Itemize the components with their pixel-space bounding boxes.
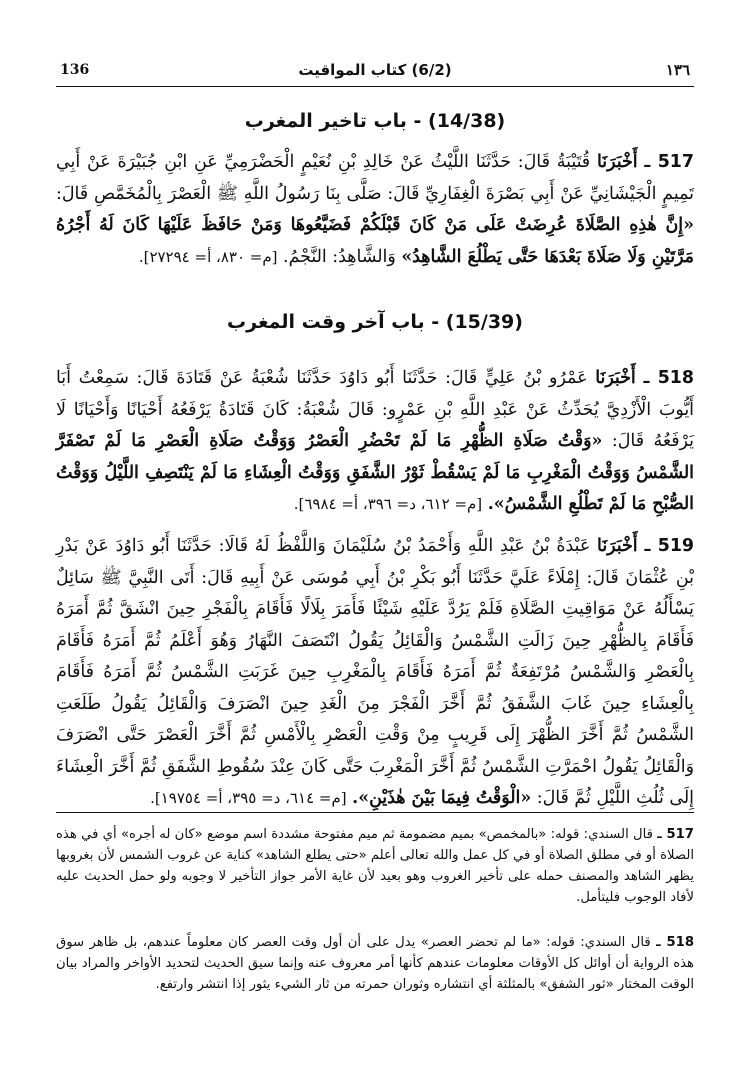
hadith-tail: وَالشَّاهِدُ: النَّجْمُ. [283,246,396,267]
chapter-title: (15/39) - باب آخر وقت المغرب [227,311,523,333]
hadith-intro: أَخْبَرَنَا [596,152,638,172]
chapter-title: (14/38) - باب تاخير المغرب [244,110,506,132]
footnote-divider [56,812,694,813]
hadith-quote: «إِنَّ هٰذِهِ الصَّلَاةَ عُرِضَتْ عَلَى مَنْ كَانَ قَبْلَكُمْ فَضَيَّعُوهَا وَمَنْ حَافَظَ عَلَيْهَا كَانَ لَهُ أَجْرُهُ مَرَّتَيْنِ وَلَا صَلَاةَ بَعْدَهَا حَتَّى يَطْلُعَ الشَّاهِدُ» [56,215,694,267]
hadith-number: 518 ـ [643,368,694,388]
footnote-text: قوله: «ما لم تحضر العصر» يدل على أن أول وقت العصر كان معلوماً عندهم، بل ظاهر سوق هذه الرواية أن أوائل كل الأوقات معلومات عندهم كأنها أمر معروف عنه وإنما سيق الحديث لتحديد الأواخر والمراد بيان الوقت المختار «ثور الشفق» بالمثلثة أي انتشاره وثوران حمرته من ثار الشيء يثور إذا انتشر وارتفع. [56,935,694,992]
footnote-518 [56,932,694,995]
page-number-latin: 136 [60,62,90,78]
hadith-text: عَبْدَةُ بْنُ عَبْدِ اللَّهِ وَأَحْمَدُ بْنُ سُلَيْمَانَ وَاللَّفْظُ لَهُ قَالَا: حَدَّثَنَا أَبُو دَاوُدَ عَنْ بَدْرِ بْنِ عُثْمَانَ قَالَ: إِمْلَاءً عَلَيَّ حَدَّثَنَا أَبُو بَكْرِ بْنُ أَبِي مُوسَى عَنْ أَبِيهِ قَالَ: أَتَى النَّبِيَّ ﷺ سَائِلٌ يَسْأَلُهُ عَنْ مَوَاقِيتِ الصَّلَاةِ فَلَمْ يَرُدَّ عَلَيْهِ شَيْئًا فَأَمَرَ بِلَالًا فَأَقَامَ بِالْفَجْرِ حِينَ انْشَقَّ ثُمَّ أَمَرَهُ فَأَقَامَ بِالظُّهْرِ حِينَ زَالَتِ الشَّمْسُ وَالْقَائِلُ يَقُولُ انْتَصَفَ النَّهَارُ وَهُوَ أَعْلَمُ ثُمَّ أَمَرَهُ فَأَقَامَ بِالْعَصْرِ وَالشَّمْسُ مُرْتَفِعَةٌ ثُمَّ أَمَرَهُ فَأَقَامَ بِالْمَغْرِبِ حِينَ غَرَبَتِ الشَّمْسُ ثُمَّ أَمَرَهُ فَأَقَامَ بِالْعِشَاءِ حِينَ غَابَ الشَّفَقُ ثُمَّ أَخَّرَ الْفَجْرَ مِنَ الْغَدِ حِينَ انْصَرَفَ وَالْقَائِلُ يَقُولُ طَلَعَتِ الشَّمْسُ ثُمَّ أَخَّرَ الظُّهْرَ إِلَى قَرِيبٍ مِنْ وَقْتِ الْعَصْرِ بِالْأَمْسِ ثُمَّ أَخَّرَ الْعَصْرَ حَتَّى انْصَرَفَ وَالْقَائِلُ يَقُولُ احْمَرَّتِ الشَّمْسُ ثُمَّ أَخَّرَ الْمَغْرِبَ حَتَّى كَانَ عِنْدَ سُقُوطِ الشَّفَقِ ثُمَّ أَخَّرَ الْعِشَاءَ إِلَى ثُلُثِ اللَّيْلِ ثُمَّ قَالَ: [56,536,694,808]
hadith-reference: [م= ٦١٤، د= ٣٩٥، أ= ١٩٧٥٤]. [150,789,347,807]
hadith-text: عَمْرُو بْنُ عَلِيٍّ قَالَ: حَدَّثَنَا أَبُو دَاوُدَ حَدَّثَنَا شُعْبَةُ عَنْ قَتَادَةَ قَالَ: سَمِعْتُ أَبَا أَيُّوبَ الْأَزْدِيَّ يُحَدِّثُ عَنْ عَبْدِ اللَّهِ بْنِ عَمْرٍو: قَالَ شُعْبَةُ: كَانَ قَتَادَةُ يَرْفَعُهُ أَحْيَانًا وَأَحْيَانًا لَا يَرْفَعُهُ قَالَ: [56,368,694,451]
hadith-text: قُتَيْبَةُ قَالَ: حَدَّثَنَا اللَّيْثُ عَنْ خَالِدِ بْنِ نُعَيْمٍ الْحَضْرَمِيِّ عَنِ ابْنِ جُبَيْرَةَ عَنْ أَبِي تَمِيمٍ الْجَيْشَانِيِّ عَنْ أَبِي بَصْرَةَ الْغِفَارِيِّ قَالَ: صَلَّى بِنَا رَسُولُ اللَّهِ ﷺ الْعَصْرَ بِالْمُخَمَّصِ قَالَ: [56,152,694,204]
hadith-518 [56,363,694,521]
hadith-reference: [م= ٨٣٠، أ= ٢٧٢٩٤]. [138,247,278,266]
running-header [56,58,694,87]
hadith-517 [56,147,694,273]
hadith-intro: أَخْبَرَنَا [595,368,636,388]
hadith-quote: «وَقْتُ صَلَاةِ الظُّهْرِ مَا لَمْ تَحْضُرِ الْعَصْرُ وَوَقْتُ صَلَاةِ الْعَصْرِ مَا لَمْ تَصْفَرَّ الشَّمْسُ وَوَقْتُ الْمَغْرِبِ مَا لَمْ يَسْقُطْ ثَوْرُ الشَّفَقِ وَوَقْتُ الْعِشَاءِ مَا لَمْ يَنْتَصِفِ اللَّيْلُ وَوَقْتُ الصُّبْحِ مَا لَمْ تَطْلُعِ الشَّمْسُ». [56,431,694,514]
footnote-517 [56,824,694,908]
footnote-number: 518 ـ [656,935,694,950]
hadith-number: 517 ـ [644,152,695,172]
hadith-reference: [م= ٦١٢، د= ٣٩٦، أ= ٦٩٨٤]. [293,495,483,513]
hadith-intro: أَخْبَرَنَا [597,536,638,556]
hadith-number: 519 ـ [644,536,695,556]
hadith-519 [56,531,694,815]
footnote-label: قال السندي: [580,935,651,950]
book-title: (6/2) كتاب المواقيت [298,61,452,79]
hadith-quote: «الْوَقْتُ فِيمَا بَيْنَ هٰذَيْنِ». [352,788,532,808]
page-number-arabic: ١٣٦ [665,61,690,79]
footnote-label: قال السندي: [583,827,653,842]
footnote-number: 517 ـ [657,827,694,842]
footnote-text: قوله: «بالمخمص» بميم مضمومة ثم ميم مفتوحة مشددة اسم موضع «كان له أجره» أي في هذه الصلاة أو في مطلق الصلاة أو في كل عمل والله تعالى أعلم «حتى يطلع الشاهد» كناية عن غروب الشمس لأن بغروبها يظهر الشاهد والمصنف حمله على تأخير الغروب وهو بعيد لأن غاية الأمر جواز التأخير لا وجوبه ولو حمل الحديث عليه لأفاد الوجوب فليتأمل. [56,827,694,905]
